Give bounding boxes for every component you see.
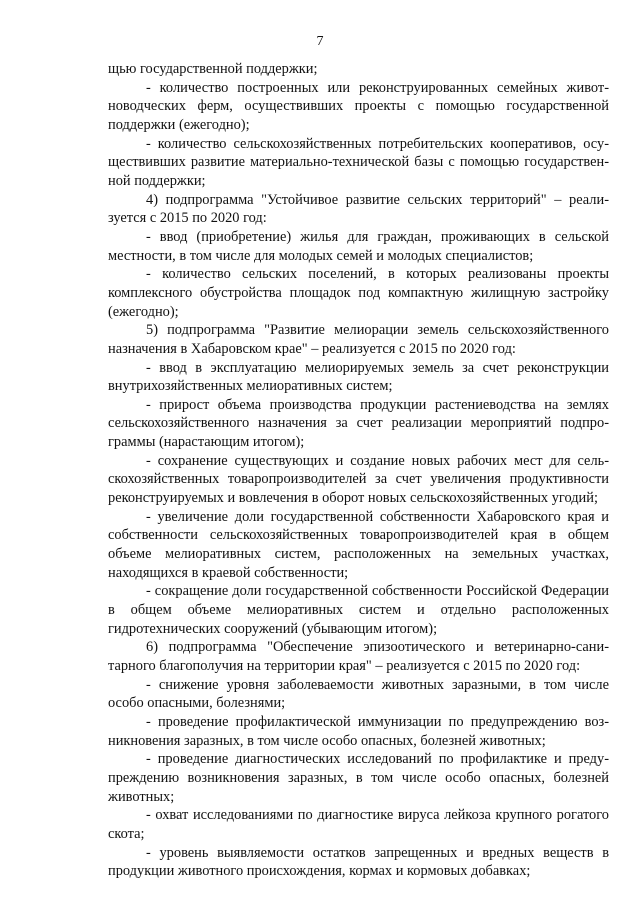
list-item-diagnostics: - проведение диагностических исследований по профилактике и предупреждению возникновения заразных, в том числе особо опасных, болезней животных; (108, 751, 609, 805)
list-item-residues: - уровень выявляемости остатков запрещенных и вредных веществ в продукции животного происхождения, кормах и кормовых добавках; (108, 844, 609, 880)
list-item-cooperatives: - количество сельскохозяйственных потребительских кооперативов, осуществивших развитие материально-технической базы с помощью государственной поддержки; (108, 135, 609, 189)
subprogram-5-heading: 5) подпрограмма "Развитие мелиорации земель сельскохозяйственного назначения в Хабаровском крае" – реализуется с 2015 по 2020 год: (108, 322, 609, 357)
list-item-federal-ownership: - сокращение доли государственной собственности Российской Федерации в общем объеме мелиоративных систем и отдельно расположенных гидротехнических сооружений (убывающим итогом); (108, 583, 609, 637)
list-item-jobs: - сохранение существующих и создание новых рабочих мест для сельскохозяйственных товаропроизводителей за счет увеличения продуктивности реконструируемых и вовлечения в оборот новых сельскохозяйственных угодий; (108, 452, 609, 507)
list-item-disease-rate: - снижение уровня заболеваемости животных заразными, в том числе особо опасными, болезнями; (108, 676, 609, 712)
page-number: 7 (316, 34, 324, 49)
list-item-settlements: - количество сельских поселений, в которых реализованы проекты комплексного обустройства площадок под компактную жилищную застройку (ежегодно); (108, 266, 609, 320)
subprogram-4-heading: 4) подпрограмма "Устойчивое развитие сельских территорий" – реализуется с 2015 по 2020 год: (108, 191, 609, 227)
paragraph-continuation: щью государственной поддержки; (108, 61, 318, 77)
list-item-leukemia: - охват исследованиями по диагностике вируса лейкоза крупного рогатого скота; (108, 807, 609, 842)
list-item-crop-production: - прирост объема производства продукции растениеводства на землях сельскохозяйственного назначения за счет реализации мероприятий подпрограммы (нарастающим итогом); (108, 396, 609, 451)
list-item-immunization: - проведение профилактической иммунизации по предупреждению возникновения заразных, в том числе особо опасных, болезней животных; (108, 713, 609, 749)
list-item-regional-ownership: - увеличение доли государственной собственности Хабаровского края и собственности сельскохозяйственных товаропроизводителей края в общем объеме мелиоративных систем, расположенных на земельных участках, находящихся в краевой собственности; (108, 508, 609, 581)
list-item-housing: - ввод (приобретение) жилья для граждан, проживающих в сельской местности, в том числе для молодых семей и молодых специалистов; (108, 228, 609, 264)
subprogram-6-heading: 6) подпрограмма "Обеспечение эпизоотического и ветеринарно-санитарного благополучия на территории края" – реализуется с 2015 по 2020 год: (108, 639, 609, 674)
list-item-family-farms: - количество построенных или реконструированных семейных животноводческих ферм, осуществивших проекты с помощью государственной поддержки (ежегодно); (108, 79, 609, 133)
document-body (108, 60, 609, 881)
list-item-reclaimed-land: - ввод в эксплуатацию мелиорируемых земель за счет реконструкции внутрихозяйственных мелиоративных систем; (108, 359, 609, 395)
